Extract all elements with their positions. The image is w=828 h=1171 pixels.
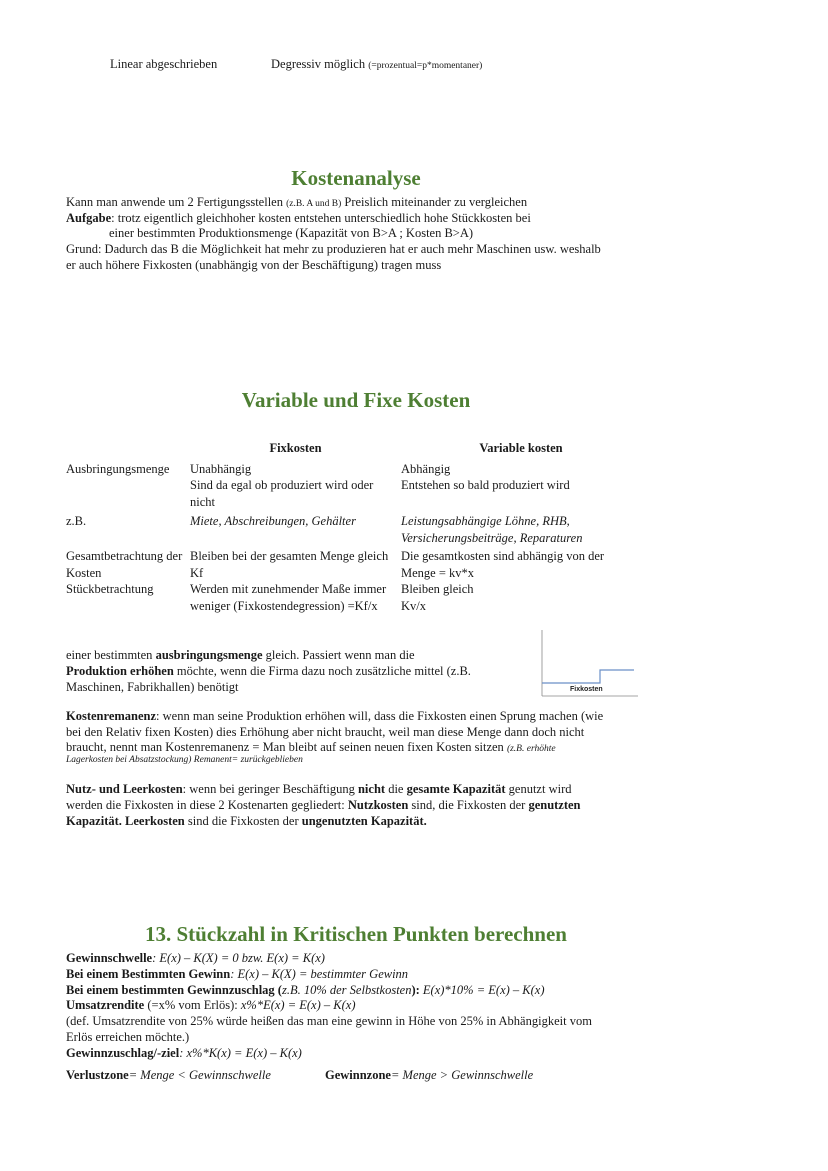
grund-line2: er auch höhere Fixkosten (unabhängig von der Beschäftigung) tragen muss <box>66 258 442 272</box>
gewinnzuschlag-line: Bei einem bestimmten Gewinnzuschlag (z.B. 10% der Selbstkosten): E(x)*10% = E(x) – K(x) <box>66 983 545 997</box>
table-header-cell <box>66 440 190 461</box>
kosten-table <box>66 440 641 614</box>
table-header-cell: Fixkosten <box>269 441 322 455</box>
remanenz-line2: bei den Relativ fixen Kosten) dies Erhöhung aber nicht braucht, weil man diese Menge dann doch nicht <box>66 725 585 739</box>
grund-line1: Grund: Dadurch das B die Möglichkeit hat mehr zu produzieren hat er auch mehr Maschinen usw. weshalb <box>66 242 601 256</box>
kostenanalyse-heading: Kostenanalyse <box>291 166 421 190</box>
aufgabe-line: Aufgabe: trotz eigentlich gleichhoher kosten entstehen unterschiedlich hohe Stückkosten bei <box>66 211 531 225</box>
table-cell: z.B. <box>66 514 87 528</box>
table-cell: Unabhängig Sind da egal ob produziert wird oder nicht <box>190 461 374 509</box>
remanenz-line1: Kostenremanenz: wenn man seine Produktion erhöhen will, dass die Fixkosten einen Sprung machen (wie <box>66 709 604 723</box>
fixkosten-step-chart <box>530 624 642 700</box>
degressiv-text: Degressiv möglich (=prozentual=p*momentaner) <box>271 57 483 71</box>
definition-line1: (def. Umsatzrendite von 25% würde heißen das man eine gewinn in Höhe von 25% in Abhängigkeit vom <box>66 1014 592 1028</box>
remanenz-line4: Lagerkosten bei Absatzstockung) Remanent= zurückgeblieben <box>66 755 303 765</box>
sprungfix-line2: Produktion erhöhen möchte, wenn die Firma dazu noch zusätzliche mittel (z.B. <box>66 664 471 678</box>
variable-fixe-heading: Variable und Fixe Kosten <box>241 388 471 412</box>
table-cell: Die gesamtkosten sind abhängig von der Menge = kv*x <box>401 549 605 580</box>
nutz-line3: Kapazität. Leerkosten sind die Fixkosten der ungenutzten Kapazität. <box>66 814 427 828</box>
table-cell: Bleiben gleich Kv/x <box>401 582 474 613</box>
gewinnziel-line: Gewinnzuschlag/-ziel: x%*K(x) = E(x) – K(x) <box>66 1046 302 1060</box>
sprungfix-line1: einer bestimmten ausbringungsmenge gleich. Passiert wenn man die <box>66 648 415 662</box>
gewinnschwelle-line: Gewinnschwelle: E(x) – K(X) = 0 bzw. E(x) = K(x) <box>66 951 325 965</box>
verlustzone-line: Verlustzone= Menge < Gewinnschwelle <box>66 1068 271 1082</box>
sprungfix-line3: Maschinen, Fabrikhallen) benötigt <box>66 680 239 694</box>
table-row <box>66 546 641 581</box>
linear-text: Linear abgeschrieben <box>110 57 218 71</box>
kostenanalyse-line1: Kann man anwende um 2 Fertigungsstellen (z.B. A und B) Preislich miteinander zu vergleichen <box>66 195 528 209</box>
nutz-line1: Nutz- und Leerkosten: wenn bei geringer Beschäftigung nicht die gesamte Kapazität genutzt wird <box>66 782 572 796</box>
table-cell: Gesamtbetrachtung der Kosten <box>66 549 183 580</box>
table-cell: Leistungsabhängige Löhne, RHB, Versicherungsbeiträge, Reparaturen <box>401 514 583 545</box>
table-cell: Werden mit zunehmender Maße immer weniger (Fixkostendegression) =Kf/x <box>190 582 387 613</box>
table-cell: Miete, Abschreibungen, Gehälter <box>190 514 356 528</box>
definition-line2: Erlös erreichen möchte.) <box>66 1030 190 1044</box>
umsatzrendite-line: Umsatzrendite (=x% vom Erlös): x%*E(x) = E(x) – K(x) <box>66 998 356 1012</box>
remanenz-line3: braucht, nennt man Kostenremanenz = Man bleibt auf seinen neuen fixen Kosten sitzen (z.B. erhöhte <box>66 740 556 754</box>
table-header-row <box>66 440 641 461</box>
chart-label: Fixkosten <box>570 686 603 693</box>
bestimmter-gewinn-line: Bei einem Bestimmten Gewinn: E(x) – K(X) = bestimmter Gewinn <box>66 967 409 981</box>
gewinnzone-line: Gewinnzone= Menge > Gewinnschwelle <box>325 1068 534 1082</box>
table-cell: Bleiben bei der gesamten Menge gleich Kf <box>190 549 389 580</box>
aufgabe-line2: einer bestimmten Produktionsmenge (Kapazität von B>A ; Kosten B>A) <box>109 226 474 240</box>
table-header-cell: Variable kosten <box>479 441 563 455</box>
table-row <box>66 461 641 511</box>
nutz-line2: werden die Fixkosten in diese 2 Kostenarten gegliedert: Nutzkosten sind, die Fixkosten der genutzten <box>66 798 581 812</box>
kritische-punkte-heading: 13. Stückzahl in Kritischen Punkten berechnen <box>145 922 567 946</box>
table-cell: Abhängig Entstehen so bald produziert wird <box>401 461 570 492</box>
chart-fixkosten-line <box>542 670 634 683</box>
table-row <box>66 581 641 614</box>
table-row <box>66 510 641 546</box>
table-cell: Ausbringungsmenge <box>66 461 170 476</box>
table-cell: Stückbetrachtung <box>66 582 154 596</box>
